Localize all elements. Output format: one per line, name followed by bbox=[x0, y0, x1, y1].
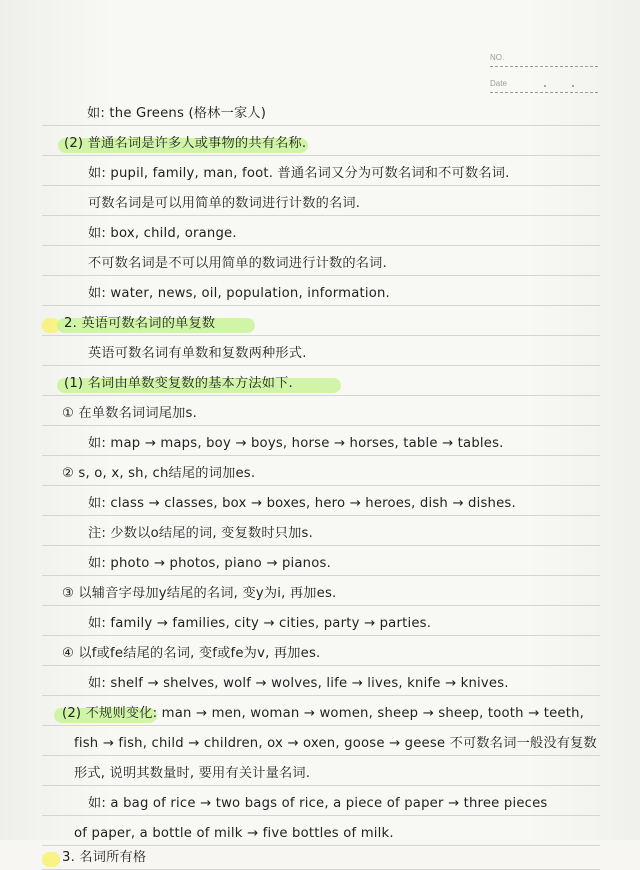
note-text-20: 如: shelf → shelves, wolf → wolves, life → lives, knife → knives. bbox=[88, 676, 509, 691]
note-line-26 bbox=[42, 840, 600, 870]
note-line-24 bbox=[42, 786, 600, 816]
note-text-8: 2. 英语可数名词的单复数 bbox=[64, 316, 216, 331]
note-line-7 bbox=[42, 276, 600, 306]
note-line-3 bbox=[42, 156, 600, 186]
note-line-12 bbox=[42, 426, 600, 456]
note-line-23 bbox=[42, 756, 600, 786]
note-text-18: 如: family → families, city → cities, party → parties. bbox=[88, 616, 432, 631]
note-text-7: 如: water, news, oil, population, information. bbox=[88, 286, 390, 301]
note-line-4 bbox=[42, 186, 600, 216]
note-line-18 bbox=[42, 606, 600, 636]
note-text-5: 如: box, child, orange. bbox=[88, 226, 237, 241]
note-text-24: 如: a bag of rice → two bags of rice, a piece of paper → three pieces bbox=[88, 796, 548, 811]
yellow-highlight bbox=[42, 852, 60, 867]
note-line-5 bbox=[42, 216, 600, 246]
note-line-20 bbox=[42, 666, 600, 696]
date-separator-dot bbox=[544, 85, 546, 87]
note-line-6 bbox=[42, 246, 600, 276]
note-line-2 bbox=[42, 126, 600, 156]
note-line-22 bbox=[42, 726, 600, 756]
note-line-10 bbox=[42, 366, 600, 396]
note-text-13: ② s, o, x, sh, ch结尾的词加es. bbox=[62, 466, 256, 481]
date-separator-dot bbox=[572, 85, 574, 87]
note-line-14 bbox=[42, 486, 600, 516]
note-text-21: (2) 不规则变化: man → men, woman → women, sheep → sheep, tooth → teeth, bbox=[62, 706, 585, 721]
date-field bbox=[490, 74, 598, 93]
date-label: Date bbox=[490, 79, 507, 88]
note-text-26: 3. 名词所有格 bbox=[62, 850, 147, 865]
note-text-11: ① 在单数名词词尾加s. bbox=[62, 406, 197, 421]
note-text-16: 如: photo → photos, piano → pianos. bbox=[88, 556, 331, 571]
page-number-label: NO. bbox=[490, 53, 505, 62]
note-line-16 bbox=[42, 546, 600, 576]
note-text-19: ④ 以f或fe结尾的名词, 变f或fe为v, 再加es. bbox=[62, 646, 321, 661]
note-text-10: (1) 名词由单数变复数的基本方法如下. bbox=[64, 376, 293, 391]
note-text-2: (2) 普通名词是许多人或事物的共有名称. bbox=[64, 136, 307, 151]
note-line-8 bbox=[42, 306, 600, 336]
note-line-21 bbox=[42, 696, 600, 726]
note-text-4: 可数名词是可以用简单的数词进行计数的名词. bbox=[88, 196, 361, 211]
note-text-6: 不可数名词是不可以用简单的数词进行计数的名词. bbox=[88, 256, 387, 271]
note-line-1 bbox=[42, 96, 600, 126]
note-text-3: 如: pupil, family, man, foot. 普通名词又分为可数名词和不可数名词. bbox=[88, 166, 510, 181]
note-line-9 bbox=[42, 336, 600, 366]
note-text-15: 注: 少数以o结尾的词, 变复数时只加s. bbox=[88, 526, 313, 541]
note-text-23: 形式, 说明其数量时, 要用有关计量名词. bbox=[74, 766, 311, 781]
note-line-17 bbox=[42, 576, 600, 606]
note-text-17: ③ 以辅音字母加y结尾的名词, 变y为i, 再加es. bbox=[62, 586, 337, 601]
note-line-19 bbox=[42, 636, 600, 666]
note-text-9: 英语可数名词有单数和复数两种形式. bbox=[88, 346, 307, 361]
note-line-11 bbox=[42, 396, 600, 426]
note-text-14: 如: class → classes, box → boxes, hero → heroes, dish → dishes. bbox=[88, 496, 516, 511]
note-text-22: fish → fish, child → children, ox → oxen, goose → geese 不可数名词一般没有复数 bbox=[74, 736, 597, 751]
note-text-12: 如: map → maps, boy → boys, horse → horses, table → tables. bbox=[88, 436, 504, 451]
note-line-15 bbox=[42, 516, 600, 546]
page-number-field bbox=[490, 48, 598, 67]
note-line-13 bbox=[42, 456, 600, 486]
note-text-25: of paper, a bottle of milk → five bottles of milk. bbox=[74, 826, 394, 841]
note-text-1: 如: the Greens (格林一家人) bbox=[87, 106, 267, 121]
